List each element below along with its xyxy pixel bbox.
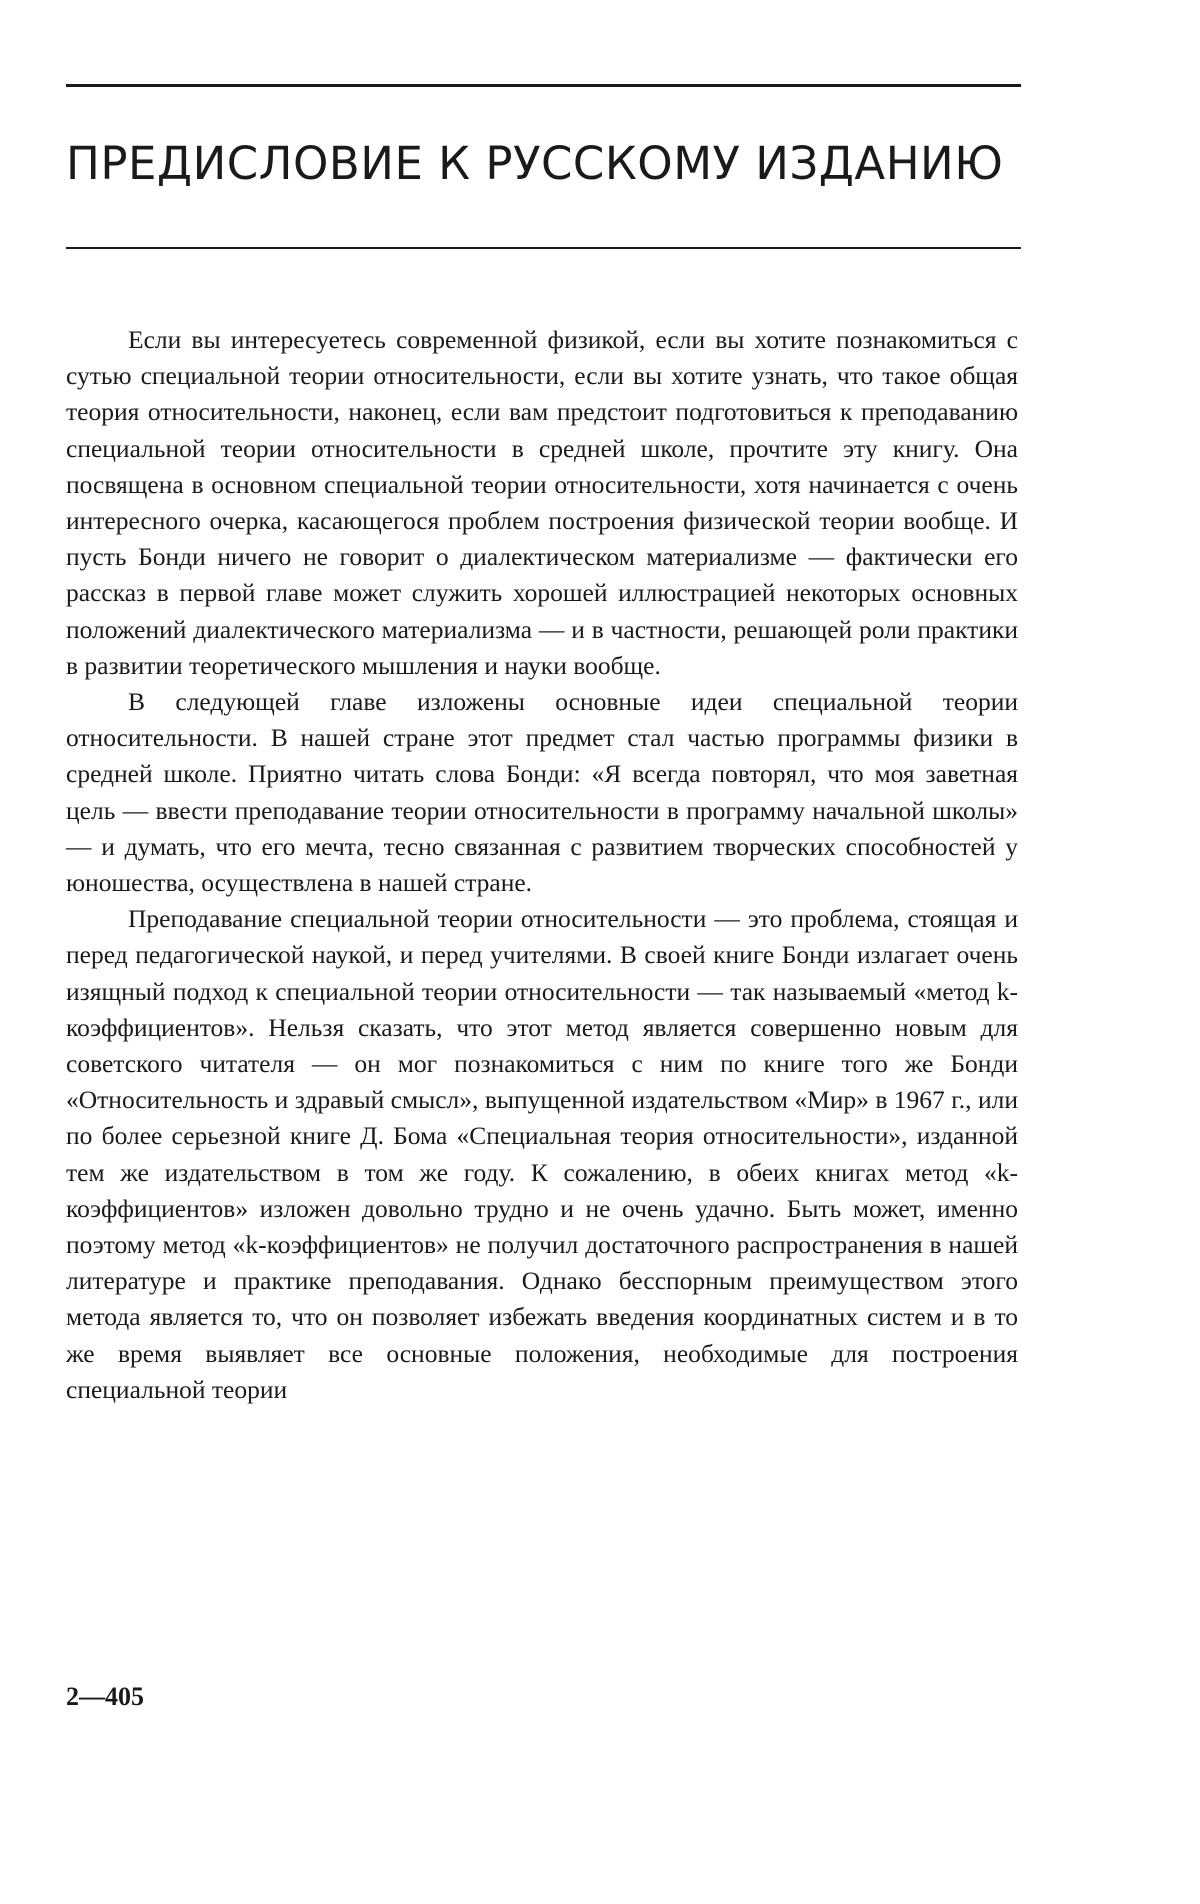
paragraph-1: Если вы интересуетесь современной физикой, если вы хотите познакомиться с сутью специальной теории относительности, если вы хотите узнать, что такое общая теория относительности, наконец, если вам предстоит подготовиться к преподаванию специальной теории относительности в средней школе, прочтите эту книгу. Она посвящена в основном специальной теории относительности, хотя начинается с очень интересного очерка, касающегося проблем построения физической теории вообще. И пусть Бонди ничего не говорит о диалектическом материализме — фактически его рассказ в первой главе может служить хорошей иллюстрацией некоторых основных положений диалектического материализма — и в частности, решающей роли практики в развитии теоретического мышления и науки вообще.: [66, 325, 1018, 680]
paragraph-3: Преподавание специальной теории относительности — это проблема, стоящая и перед педагогической наукой, и перед учителями. В своей книге Бонди излагает очень изящный подход к специальной теории относительности — так называемый «метод k-коэффициентов». Нельзя сказать, что этот метод является совершенно новым для советского читателя — он мог познакомиться с ним по книге того же Бонди «Относительность и здравый смысл», выпущенной издательством «Мир» в 1967 г., или по более серьезной книге Д. Бома «Специальная теория относительности», изданной тем же издательством в том же году. К сожалению, в обеих книгах метод «k-коэффициентов» изложен довольно трудно и не очень удачно. Быть может, именно поэтому метод «k-коэффициентов» не получил достаточного распространения в нашей литературе и практике преподавания. Однако бесспорным преимуществом этого метода является то, что он позволяет избежать введения координатных систем и в то же время выявляет все основные положения, необходимые для построения специальной теории: [66, 904, 1018, 1404]
title-underline: [66, 247, 1021, 249]
body-text: [66, 322, 1018, 1408]
paragraph-2: В следующей главе изложены основные идеи специальной теории относительности. В нашей стране этот предмет стал частью программы физики в средней школе. Приятно читать слова Бонди: «Я всегда повторял, что моя заветная цель — ввести преподавание теории относительности в программу начальной школы» — и думать, что его мечта, тесно связанная с развитием творческих способностей у юношества, осуществлена в нашей стране.: [66, 687, 1018, 898]
page-title: ПРЕДИСЛОВИЕ К РУССКОМУ ИЗДАНИЮ: [66, 137, 1004, 190]
top-rule: [66, 84, 1021, 87]
signature-mark: 2—405: [66, 1682, 144, 1711]
